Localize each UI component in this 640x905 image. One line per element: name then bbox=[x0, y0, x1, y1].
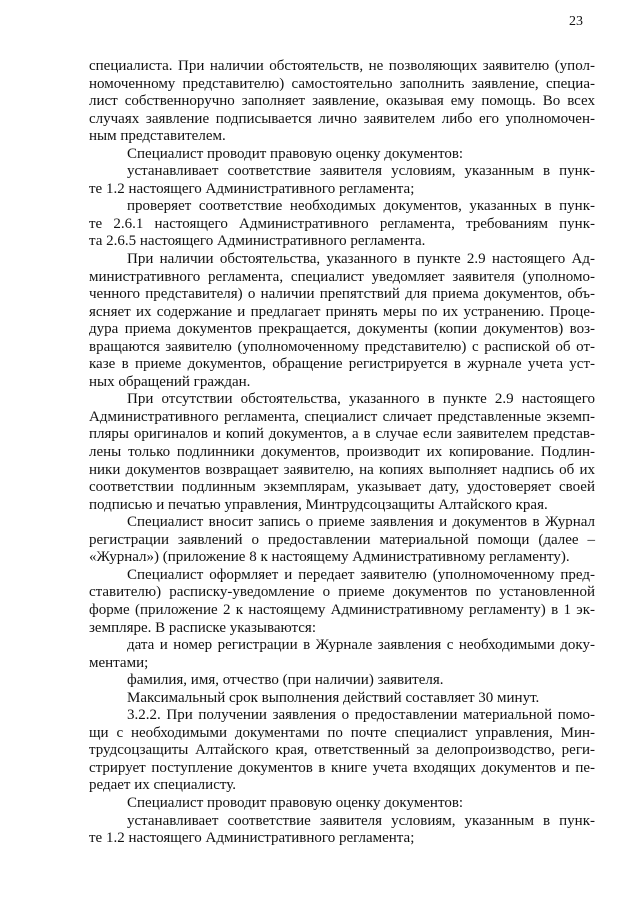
text-line: дата и номер регистрации в Журнале заявления с необходимыми доку- bbox=[127, 637, 595, 654]
text-line: ных обращений граждан. bbox=[89, 373, 251, 390]
text-line: дура приема документов прекращается, документы (копии документов) воз- bbox=[89, 321, 595, 338]
text-line: «Журнал») (приложение 8 к настоящему Административному регламенту). bbox=[89, 549, 570, 566]
document-body bbox=[89, 58, 595, 848]
text-line: При наличии обстоятельства, указанного в пункте 2.9 настоящего Ад- bbox=[127, 251, 595, 268]
text-line: устанавливает соответствие заявителя условиям, указанным в пунк- bbox=[127, 812, 595, 829]
text-line: случаях заявление подписывается лично заявителем либо его уполномочен- bbox=[89, 110, 595, 127]
text-line: те 1.2 настоящего Административного регламента; bbox=[89, 180, 415, 197]
text-line: номоченному представителю) самостоятельно заполнить заявление, специа- bbox=[89, 75, 595, 92]
text-line: казе в приеме документов, обращение регистрируется в журнале учета уст- bbox=[89, 356, 595, 373]
text-line: Специалист оформляет и передает заявителю (уполномоченному пред- bbox=[127, 566, 595, 583]
text-line: регистрации заявлений о предоставлении материальной помощи (далее – bbox=[89, 531, 595, 548]
text-line: Специалист проводит правовую оценку документов: bbox=[127, 794, 464, 811]
text-line: подписью и печатью управления, Минтрудсоцзащиты Алтайского края. bbox=[89, 496, 548, 513]
text-line: ясняет их содержание и предлагает принять меры по их устранению. Проце- bbox=[89, 303, 595, 320]
text-line: те 2.6.1 настоящего Административного регламента, требованиям пунк- bbox=[89, 215, 595, 232]
text-line: фамилия, имя, отчество (при наличии) заявителя. bbox=[127, 672, 444, 689]
text-line: специалиста. При наличии обстоятельств, не позволяющих заявителю (упол- bbox=[89, 58, 595, 74]
text-line: ным представителем. bbox=[89, 128, 226, 145]
text-line: соответствии подлинным экземплярам, указывает дату, удостоверяет своей bbox=[89, 479, 595, 496]
text-line: ники документов возвращает заявителю, на копиях выполняет надпись об их bbox=[89, 461, 595, 478]
text-line: вращаются заявителю (уполномоченному представителю) с распиской об от- bbox=[89, 338, 595, 355]
text-line: При отсутствии обстоятельства, указанного в пункте 2.9 настоящего bbox=[127, 391, 595, 408]
text-line: трудсоцзащиты Алтайского края, ответственный за делопроизводство, реги- bbox=[89, 742, 595, 759]
text-line: ставителю) расписку-уведомление о приеме документов по установленной bbox=[89, 584, 595, 601]
text-line: щи с необходимыми документами по почте специалист управления, Мин- bbox=[89, 724, 595, 741]
text-line: лист собственноручно заполняет заявление, оказывая ему помощь. Во всех bbox=[89, 93, 595, 110]
page-number: 23 bbox=[569, 14, 583, 29]
text-line: стрирует поступление документов в книге учета входящих документов и пе- bbox=[89, 759, 595, 776]
text-line: министративного регламента, специалист уведомляет заявителя (уполномо- bbox=[89, 268, 595, 285]
text-line: устанавливает соответствие заявителя условиям, указанным в пунк- bbox=[127, 163, 595, 180]
text-line: форме (приложение 2 к настоящему Административному регламенту) в 1 эк- bbox=[89, 601, 595, 618]
text-line: пляры оригиналов и копий документов, а в случае если заявителем представ- bbox=[89, 426, 595, 443]
text-line: ченного представителя) о наличии препятствий для приема документов, объ- bbox=[89, 286, 595, 303]
text-line: редает их специалисту. bbox=[89, 777, 236, 794]
text-line: та 2.6.5 настоящего Административного регламента. bbox=[89, 233, 426, 250]
text-line: проверяет соответствие необходимых документов, указанных в пунк- bbox=[127, 198, 595, 215]
text-line: лены только подлинники документов, производит их копирование. Подлин- bbox=[89, 444, 595, 461]
text-line: Максимальный срок выполнения действий составляет 30 минут. bbox=[127, 689, 540, 706]
text-line: Специалист проводит правовую оценку документов: bbox=[127, 145, 464, 162]
text-line: земпляре. В расписке указываются: bbox=[89, 619, 316, 636]
text-line: ментами; bbox=[89, 654, 149, 671]
text-line: Специалист вносит запись о приеме заявления и документов в Журнал bbox=[127, 514, 595, 531]
text-line: Административного регламента, специалист сличает представленные экземп- bbox=[89, 408, 595, 425]
text-line: те 1.2 настоящего Административного регламента; bbox=[89, 830, 415, 847]
text-line: 3.2.2. При получении заявления о предоставлении материальной помо- bbox=[127, 707, 595, 724]
